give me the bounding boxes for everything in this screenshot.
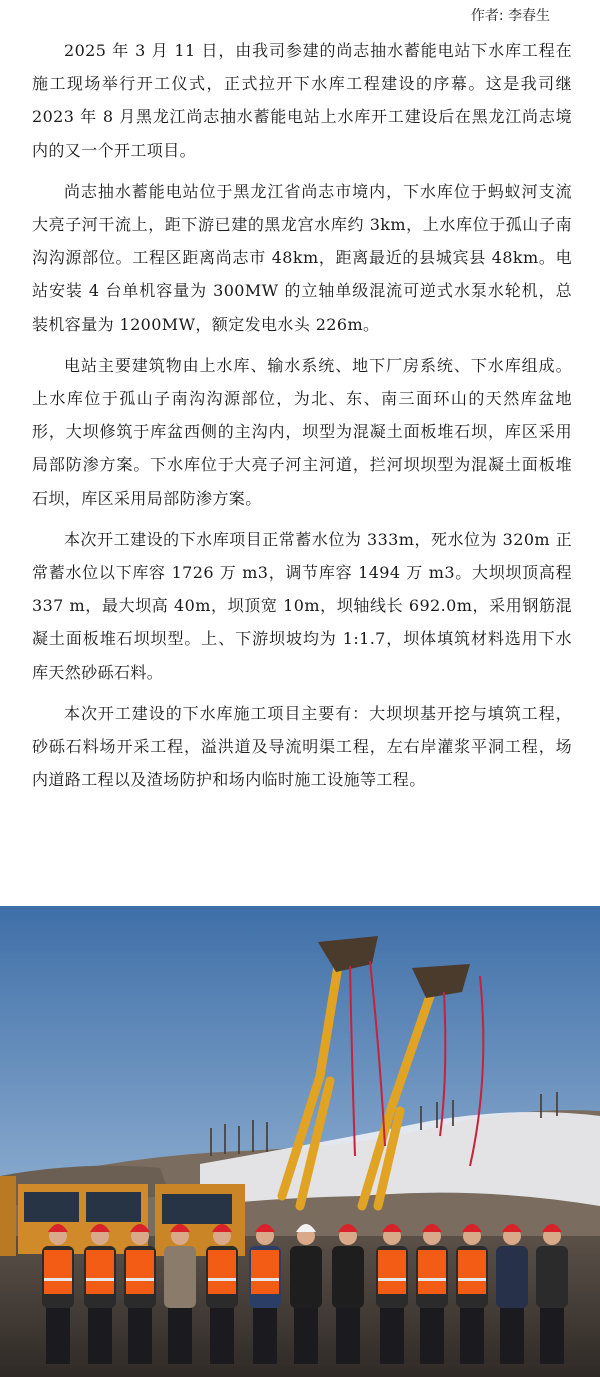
groundbreaking-photo [0,906,600,1377]
author-byline: 作者: 李春生 [470,8,550,24]
paragraph-1: 2025 年 3 月 11 日，由我司参建的尚志抽水蓄能电站下水库工程在施工现场举行开工仪式，正式拉开下水库工程建设的序幕。这是我司继 2023 年 8 月黑龙江尚志抽水蓄能电站上水库开工建设后在黑龙江尚志境内的又一个开工项目。 [32,41,572,160]
paragraph-5: 本次开工建设的下水库施工项目主要有：大坝坝基开挖与填筑工程，砂砾石料场开采工程，溢洪道及导流明渠工程，左右岸灌浆平洞工程，场内道路工程以及渣场防护和场内临时施工设施等工程。 [32,703,572,790]
dump-trucks [0,1176,245,1256]
paragraph-4: 本次开工建设的下水库项目正常蓄水位为 333m，死水位为 320m 正常蓄水位以下库容 1726 万 m3，调节库容 1494 万 m3。大坝坝顶高程 337 m，最大坝高 40m，坝顶宽 10m，坝轴线长 692.0m，采用钢筋混凝土面板堆石坝坝型。上、下游坝坡均为 1:1.7，坝体填筑材料选用下水库天然砂砾石料。 [32,529,572,682]
paragraph-2: 尚志抽水蓄能电站位于黑龙江省尚志市境内，下水库位于蚂蚁河支流大亮子河干流上，距下游已建的黑龙宫水库约 3km，上水库位于孤山子南沟沟源部位。工程区距离尚志市 48km，距离最近的县城宾县 48km。电站安装 4 台单机容量为 300MW 的立轴单级混流可逆式水泵水轮机，总装机容量为 1200MW，额定发电水头 226m。 [32,181,572,334]
article-body [32,34,572,804]
paragraph-3: 电站主要建筑物由上水库、输水系统、地下厂房系统、下水库组成。上水库位于孤山子南沟沟源部位，为北、东、南三面环山的天然库盆地形，大坝修筑于库盆西侧的主沟内，坝型为混凝土面板堆石坝，库区采用局部防渗方案。下水库位于大亮子河主河道，拦河坝坝型为混凝土面板堆石坝，库区采用局部防渗方案。 [32,355,572,508]
